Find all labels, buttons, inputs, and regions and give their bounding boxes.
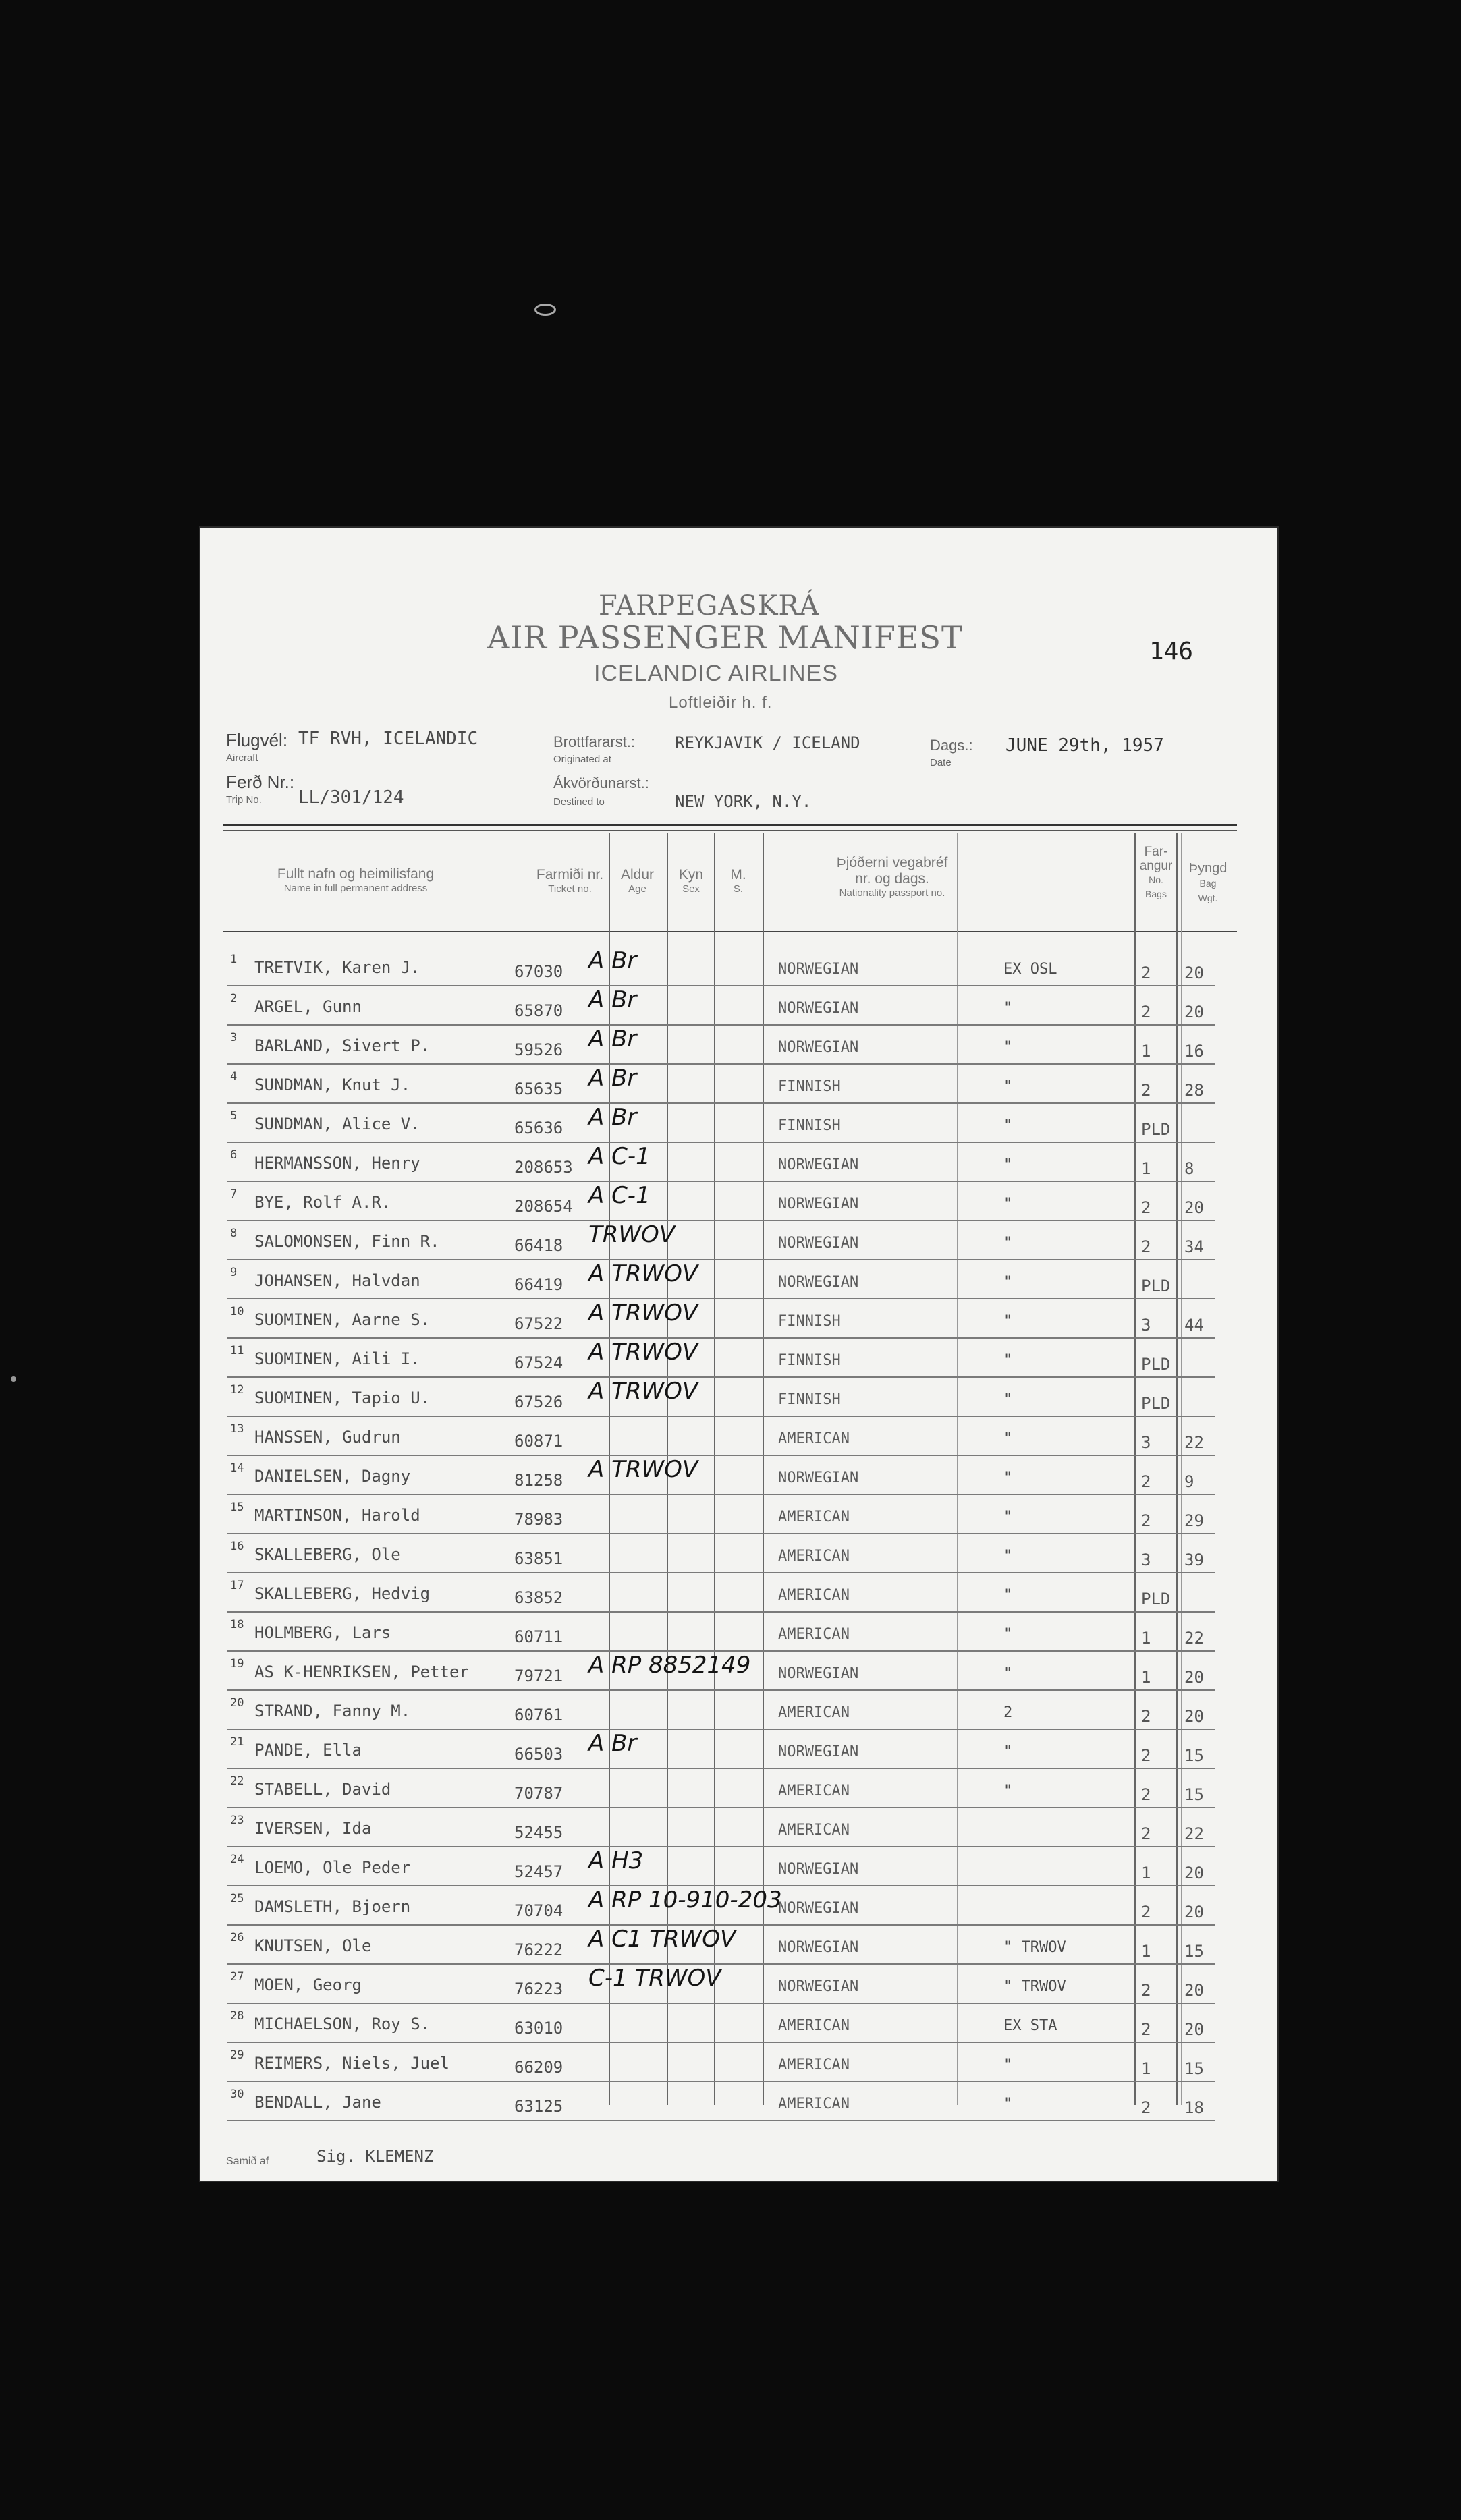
col-header-sex: Kyn Sex	[678, 867, 704, 895]
row-number: 28	[230, 2009, 244, 2023]
handwritten-note: TRWOV	[588, 1221, 676, 1248]
remark: "	[1003, 1352, 1013, 1369]
passenger-name: BARLAND, Sivert P.	[254, 1036, 431, 1055]
nationality: AMERICAN	[778, 1430, 850, 1447]
ticket-number: 65635	[514, 1080, 563, 1098]
remark: "	[1003, 2096, 1013, 2112]
ticket-number: 67522	[514, 1314, 563, 1333]
table-row	[200, 1495, 1277, 1534]
table-row	[200, 1691, 1277, 1730]
bag-weight: 8	[1184, 1159, 1194, 1178]
row-rule	[227, 2120, 1215, 2121]
table-row	[200, 1456, 1277, 1495]
nationality: AMERICAN	[778, 2096, 850, 2112]
header-top-rule	[223, 824, 1237, 826]
col-header-ticket: Farmiði nr. Ticket no.	[536, 867, 604, 895]
nationality: AMERICAN	[778, 1587, 850, 1604]
bag-weight: 20	[1184, 1003, 1204, 1021]
ticket-number: 67526	[514, 1393, 563, 1411]
ticket-number: 60711	[514, 1627, 563, 1646]
remark: "	[1003, 1665, 1013, 1682]
nationality: NORWEGIAN	[778, 1469, 859, 1486]
prepared-by-label: Samið af	[226, 2156, 269, 2167]
trip-label: Ferð Nr.:	[226, 772, 295, 792]
remark: "	[1003, 2056, 1013, 2073]
nationality: NORWEGIAN	[778, 1861, 859, 1878]
table-row	[200, 1339, 1277, 1378]
bag-weight: 15	[1184, 2059, 1204, 2078]
row-number: 12	[230, 1383, 244, 1397]
handwritten-note: A TRWOV	[588, 1456, 698, 1483]
remark: "	[1003, 1313, 1013, 1330]
header-bottom-rule	[223, 931, 1237, 932]
passenger-name: HERMANSSON, Henry	[254, 1154, 420, 1173]
nationality: AMERICAN	[778, 1822, 850, 1839]
ticket-number: 208653	[514, 1158, 573, 1177]
handwritten-note: A Br	[588, 986, 637, 1013]
row-number: 1	[230, 953, 238, 966]
bags-count: 2	[1141, 963, 1151, 982]
nationality: AMERICAN	[778, 1783, 850, 1799]
ticket-number: 63125	[514, 2097, 563, 2116]
nationality: NORWEGIAN	[778, 1939, 859, 1956]
remark: "	[1003, 1000, 1013, 1017]
table-row	[200, 1221, 1277, 1260]
bags-count: PLD	[1141, 1120, 1171, 1139]
nationality: NORWEGIAN	[778, 1274, 859, 1291]
col-header-bags: Far- angur No. Bags	[1139, 845, 1173, 899]
table-row	[200, 1182, 1277, 1221]
handwritten-note: A TRWOV	[588, 1378, 698, 1405]
ticket-number: 67030	[514, 962, 563, 981]
table-row	[200, 1652, 1277, 1691]
row-number: 19	[230, 1657, 244, 1671]
bags-count: 1	[1141, 1159, 1151, 1178]
origin-label: Brottfararst.:	[553, 733, 636, 750]
passenger-name: TRETVIK, Karen J.	[254, 958, 420, 977]
passenger-name: HOLMBERG, Lars	[254, 1623, 391, 1642]
remark: "	[1003, 1196, 1013, 1212]
handwritten-note: A Br	[588, 1104, 637, 1131]
remark: "	[1003, 1039, 1013, 1056]
nationality: AMERICAN	[778, 1509, 850, 1525]
bags-count: 2	[1141, 1824, 1151, 1843]
bags-count: PLD	[1141, 1590, 1171, 1608]
bag-weight: 20	[1184, 963, 1204, 982]
nationality: NORWEGIAN	[778, 1196, 859, 1212]
date-label-en: Date	[930, 757, 952, 768]
bag-weight: 9	[1184, 1472, 1194, 1491]
nationality: FINNISH	[778, 1313, 841, 1330]
table-row	[200, 1769, 1277, 1808]
nationality: NORWEGIAN	[778, 1900, 859, 1917]
bags-count: 1	[1141, 1864, 1151, 1882]
col-header-weight: Þyngd Bag Wgt.	[1188, 861, 1228, 903]
header-top-rule-2	[223, 830, 1237, 831]
date-label: Dags.:	[930, 737, 973, 754]
row-number: 20	[230, 1696, 244, 1710]
bags-count: 3	[1141, 1316, 1151, 1335]
passenger-name: SUNDMAN, Alice V.	[254, 1115, 420, 1133]
nationality: FINNISH	[778, 1117, 841, 1134]
handwritten-note: A C1 TRWOV	[588, 1926, 736, 1953]
row-number: 7	[230, 1187, 238, 1201]
nationality: NORWEGIAN	[778, 1039, 859, 1056]
remark: "	[1003, 1117, 1013, 1134]
passenger-name: SALOMONSEN, Finn R.	[254, 1232, 440, 1251]
row-number: 8	[230, 1227, 238, 1240]
bag-weight: 16	[1184, 1042, 1204, 1061]
ticket-number: 208654	[514, 1197, 573, 1216]
nationality: FINNISH	[778, 1078, 841, 1095]
remark: "	[1003, 1274, 1013, 1291]
row-number: 2	[230, 992, 238, 1005]
col-header-name: Fullt nafn og heimilisfang Name in full permanent address	[277, 866, 435, 894]
nationality: AMERICAN	[778, 1548, 850, 1565]
passenger-name: SKALLEBERG, Ole	[254, 1545, 401, 1564]
trip-value: LL/301/124	[298, 787, 404, 808]
handwritten-note: A Br	[588, 947, 637, 974]
handwritten-note: A Br	[588, 1730, 637, 1757]
bags-count: 2	[1141, 1785, 1151, 1804]
passenger-name: DANIELSEN, Dagny	[254, 1467, 411, 1486]
bags-count: 1	[1141, 1668, 1151, 1687]
row-number: 18	[230, 1618, 244, 1631]
ticket-number: 66418	[514, 1236, 563, 1255]
airline-name-icelandic: Loftleiðir h. f.	[669, 694, 773, 712]
row-number: 16	[230, 1540, 244, 1553]
nationality: AMERICAN	[778, 2056, 850, 2073]
passenger-name: MICHAELSON, Roy S.	[254, 2015, 431, 2034]
passenger-name: AS K-HENRIKSEN, Petter	[254, 1662, 469, 1681]
date-value: JUNE 29th, 1957	[1005, 735, 1164, 756]
ticket-number: 67524	[514, 1353, 563, 1372]
nationality: NORWEGIAN	[778, 1743, 859, 1760]
handwritten-note: C-1 TRWOV	[588, 1965, 721, 1992]
bags-count: 2	[1141, 1511, 1151, 1530]
bags-count: 2	[1141, 1903, 1151, 1922]
bags-count: 2	[1141, 1198, 1151, 1217]
bags-count: PLD	[1141, 1277, 1171, 1295]
row-number: 23	[230, 1814, 244, 1827]
remark: " TRWOV	[1003, 1978, 1066, 1995]
table-row	[200, 2043, 1277, 2082]
passenger-name: BENDALL, Jane	[254, 2093, 381, 2112]
row-number: 5	[230, 1109, 238, 1123]
manifest-sheet	[200, 528, 1277, 2181]
bag-weight: 18	[1184, 2098, 1204, 2117]
bags-count: PLD	[1141, 1355, 1171, 1374]
row-number: 10	[230, 1305, 244, 1318]
aircraft-value: TF RVH, ICELANDIC	[298, 729, 478, 749]
aircraft-label-en: Aircraft	[226, 752, 258, 764]
passenger-name: ARGEL, Gunn	[254, 997, 362, 1016]
row-number: 26	[230, 1931, 244, 1944]
row-number: 29	[230, 2048, 244, 2062]
ticket-number: 66209	[514, 2058, 563, 2077]
bags-count: 2	[1141, 1237, 1151, 1256]
passenger-name: SKALLEBERG, Hedvig	[254, 1584, 431, 1603]
row-number: 24	[230, 1853, 244, 1866]
bag-weight: 15	[1184, 1746, 1204, 1765]
passenger-name: SUOMINEN, Aili I.	[254, 1349, 420, 1368]
ticket-number: 59526	[514, 1040, 563, 1059]
remark: EX STA	[1003, 2017, 1057, 2034]
handwritten-note: A RP 10-910-203	[588, 1886, 782, 1913]
table-row	[200, 2004, 1277, 2043]
passenger-name: BYE, Rolf A.R.	[254, 1193, 391, 1212]
bags-count: 3	[1141, 1433, 1151, 1452]
table-row	[200, 1926, 1277, 1965]
passenger-name: KNUTSEN, Ole	[254, 1936, 372, 1955]
aircraft-label: Flugvél:	[226, 730, 288, 750]
passenger-name: SUOMINEN, Aarne S.	[254, 1310, 431, 1329]
table-row	[200, 1143, 1277, 1182]
bag-weight: 29	[1184, 1511, 1204, 1530]
ticket-number: 63852	[514, 1588, 563, 1607]
bag-weight: 20	[1184, 1668, 1204, 1687]
passenger-name: DAMSLETH, Bjoern	[254, 1897, 411, 1916]
bags-count: 2	[1141, 1003, 1151, 1021]
bag-weight: 15	[1184, 1785, 1204, 1804]
remark: "	[1003, 1548, 1013, 1565]
row-number: 15	[230, 1501, 244, 1514]
nationality: AMERICAN	[778, 2017, 850, 2034]
bags-count: 2	[1141, 1707, 1151, 1726]
row-number: 6	[230, 1148, 238, 1162]
table-row	[200, 947, 1277, 986]
col-header-age: Aldur Age	[620, 867, 655, 895]
handwritten-note: A Br	[588, 1026, 637, 1053]
table-row	[200, 1613, 1277, 1652]
ticket-number: 81258	[514, 1471, 563, 1490]
bag-weight: 20	[1184, 1981, 1204, 2000]
nationality: NORWEGIAN	[778, 1156, 859, 1173]
passenger-name: JOHANSEN, Halvdan	[254, 1271, 420, 1290]
destination-value: NEW YORK, N.Y.	[675, 792, 812, 811]
bags-count: 2	[1141, 1746, 1151, 1765]
remark: 2	[1003, 1704, 1013, 1721]
table-row	[200, 2082, 1277, 2121]
row-number: 30	[230, 2088, 244, 2101]
ticket-number: 63851	[514, 1549, 563, 1568]
remark: "	[1003, 1626, 1013, 1643]
destination-label: Ákvörðunarst.:	[553, 775, 649, 791]
handwritten-note: A C-1	[588, 1182, 651, 1209]
bag-weight: 44	[1184, 1316, 1204, 1335]
bag-weight: 39	[1184, 1550, 1204, 1569]
table-row	[200, 1573, 1277, 1613]
remark: "	[1003, 1587, 1013, 1604]
ticket-number: 60871	[514, 1432, 563, 1451]
nationality: AMERICAN	[778, 1704, 850, 1721]
airline-name: ICELANDIC AIRLINES	[594, 661, 838, 686]
nationality: NORWEGIAN	[778, 1665, 859, 1682]
signature: Sig. KLEMENZ	[316, 2147, 434, 2166]
ticket-number: 78983	[514, 1510, 563, 1529]
passenger-name: SUOMINEN, Tapio U.	[254, 1389, 431, 1407]
table-row	[200, 1104, 1277, 1143]
bag-weight: 22	[1184, 1824, 1204, 1843]
handwritten-note: A RP 8852149	[588, 1652, 751, 1679]
ticket-number: 76222	[514, 1940, 563, 1959]
row-number: 4	[230, 1070, 238, 1084]
col-header-nationality: Þjóðerni vegabréf nr. og dags. Nationality passport no.	[836, 855, 948, 899]
table-row	[200, 1808, 1277, 1847]
title-english: AIR PASSENGER MANIFEST	[487, 619, 963, 656]
ticket-number: 79721	[514, 1667, 563, 1685]
table-row	[200, 1378, 1277, 1417]
table-row	[200, 1417, 1277, 1456]
nationality: NORWEGIAN	[778, 1235, 859, 1252]
ticket-number: 52455	[514, 1823, 563, 1842]
bag-weight: 28	[1184, 1081, 1204, 1100]
passenger-name: PANDE, Ella	[254, 1741, 362, 1760]
row-number: 13	[230, 1422, 244, 1436]
row-number: 17	[230, 1579, 244, 1592]
nationality: NORWEGIAN	[778, 961, 859, 978]
table-row	[200, 1965, 1277, 2004]
bags-count: 1	[1141, 1942, 1151, 1961]
scan-artifact	[534, 304, 556, 316]
title-icelandic: FARPEGASKRÁ	[599, 590, 820, 621]
trip-label-en: Trip No.	[226, 794, 262, 806]
nationality: AMERICAN	[778, 1626, 850, 1643]
nationality: NORWEGIAN	[778, 1978, 859, 1995]
page-number: 146	[1149, 638, 1194, 665]
bag-weight: 22	[1184, 1629, 1204, 1648]
remark: "	[1003, 1783, 1013, 1799]
table-row	[200, 1534, 1277, 1573]
ticket-number: 63010	[514, 2019, 563, 2038]
passenger-name: IVERSEN, Ida	[254, 1819, 372, 1838]
bags-count: 2	[1141, 1981, 1151, 2000]
bag-weight: 34	[1184, 1237, 1204, 1256]
passenger-name: STRAND, Fanny M.	[254, 1702, 411, 1720]
passenger-name: LOEMO, Ole Peder	[254, 1858, 411, 1877]
row-number: 9	[230, 1266, 238, 1279]
handwritten-note: A TRWOV	[588, 1260, 698, 1287]
bags-count: 3	[1141, 1550, 1151, 1569]
bags-count: 2	[1141, 2098, 1151, 2117]
ticket-number: 70787	[514, 1784, 563, 1803]
bag-weight: 20	[1184, 1903, 1204, 1922]
table-row	[200, 1065, 1277, 1104]
remark: "	[1003, 1078, 1013, 1095]
handwritten-note: A Br	[588, 1065, 637, 1092]
remark: "	[1003, 1509, 1013, 1525]
scan-artifact-dot	[11, 1376, 16, 1382]
destination-label-en: Destined to	[553, 796, 605, 808]
bag-weight: 20	[1184, 2020, 1204, 2039]
nationality: NORWEGIAN	[778, 1000, 859, 1017]
col-header-ms: M. S.	[730, 867, 746, 895]
table-row	[200, 1026, 1277, 1065]
nationality: FINNISH	[778, 1391, 841, 1408]
nationality: FINNISH	[778, 1352, 841, 1369]
bag-weight: 22	[1184, 1433, 1204, 1452]
bags-count: 1	[1141, 2059, 1151, 2078]
table-row	[200, 1299, 1277, 1339]
remark: " TRWOV	[1003, 1939, 1066, 1956]
row-number: 3	[230, 1031, 238, 1044]
handwritten-note: A C-1	[588, 1143, 651, 1170]
passenger-name: HANSSEN, Gudrun	[254, 1428, 401, 1447]
row-number: 14	[230, 1461, 244, 1475]
table-row	[200, 986, 1277, 1026]
ticket-number: 70704	[514, 1901, 563, 1920]
bags-count: 2	[1141, 2020, 1151, 2039]
remark: "	[1003, 1156, 1013, 1173]
row-number: 27	[230, 1970, 244, 1984]
bag-weight: 20	[1184, 1198, 1204, 1217]
ticket-number: 52457	[514, 1862, 563, 1881]
table-row	[200, 1886, 1277, 1926]
handwritten-note: A TRWOV	[588, 1339, 698, 1366]
table-row	[200, 1260, 1277, 1299]
table-row	[200, 1847, 1277, 1886]
passenger-name: MOEN, Georg	[254, 1976, 362, 1994]
bags-count: 1	[1141, 1042, 1151, 1061]
ticket-number: 76223	[514, 1980, 563, 1998]
remark: "	[1003, 1391, 1013, 1408]
remark: "	[1003, 1235, 1013, 1252]
row-number: 22	[230, 1774, 244, 1788]
ticket-number: 65870	[514, 1001, 563, 1020]
table-row	[200, 1730, 1277, 1769]
ticket-number: 66419	[514, 1275, 563, 1294]
remark: "	[1003, 1430, 1013, 1447]
bags-count: PLD	[1141, 1394, 1171, 1413]
ticket-number: 66503	[514, 1745, 563, 1764]
row-number: 21	[230, 1735, 244, 1749]
bag-weight: 20	[1184, 1864, 1204, 1882]
row-number: 25	[230, 1892, 244, 1905]
remark: EX OSL	[1003, 961, 1057, 978]
ticket-number: 60761	[514, 1706, 563, 1725]
bag-weight: 15	[1184, 1942, 1204, 1961]
passenger-name: REIMERS, Niels, Juel	[254, 2054, 449, 2073]
bags-count: 2	[1141, 1081, 1151, 1100]
remark: "	[1003, 1469, 1013, 1486]
passenger-name: STABELL, David	[254, 1780, 391, 1799]
passenger-name: SUNDMAN, Knut J.	[254, 1075, 411, 1094]
row-number: 11	[230, 1344, 244, 1357]
bag-weight: 20	[1184, 1707, 1204, 1726]
passenger-name: MARTINSON, Harold	[254, 1506, 420, 1525]
ticket-number: 65636	[514, 1119, 563, 1138]
remark: "	[1003, 1743, 1013, 1760]
handwritten-note: A H3	[588, 1847, 644, 1874]
bags-count: 2	[1141, 1472, 1151, 1491]
origin-label-en: Originated at	[553, 754, 611, 765]
bags-count: 1	[1141, 1629, 1151, 1648]
handwritten-note: A TRWOV	[588, 1299, 698, 1326]
origin-value: REYKJAVIK / ICELAND	[675, 733, 860, 752]
